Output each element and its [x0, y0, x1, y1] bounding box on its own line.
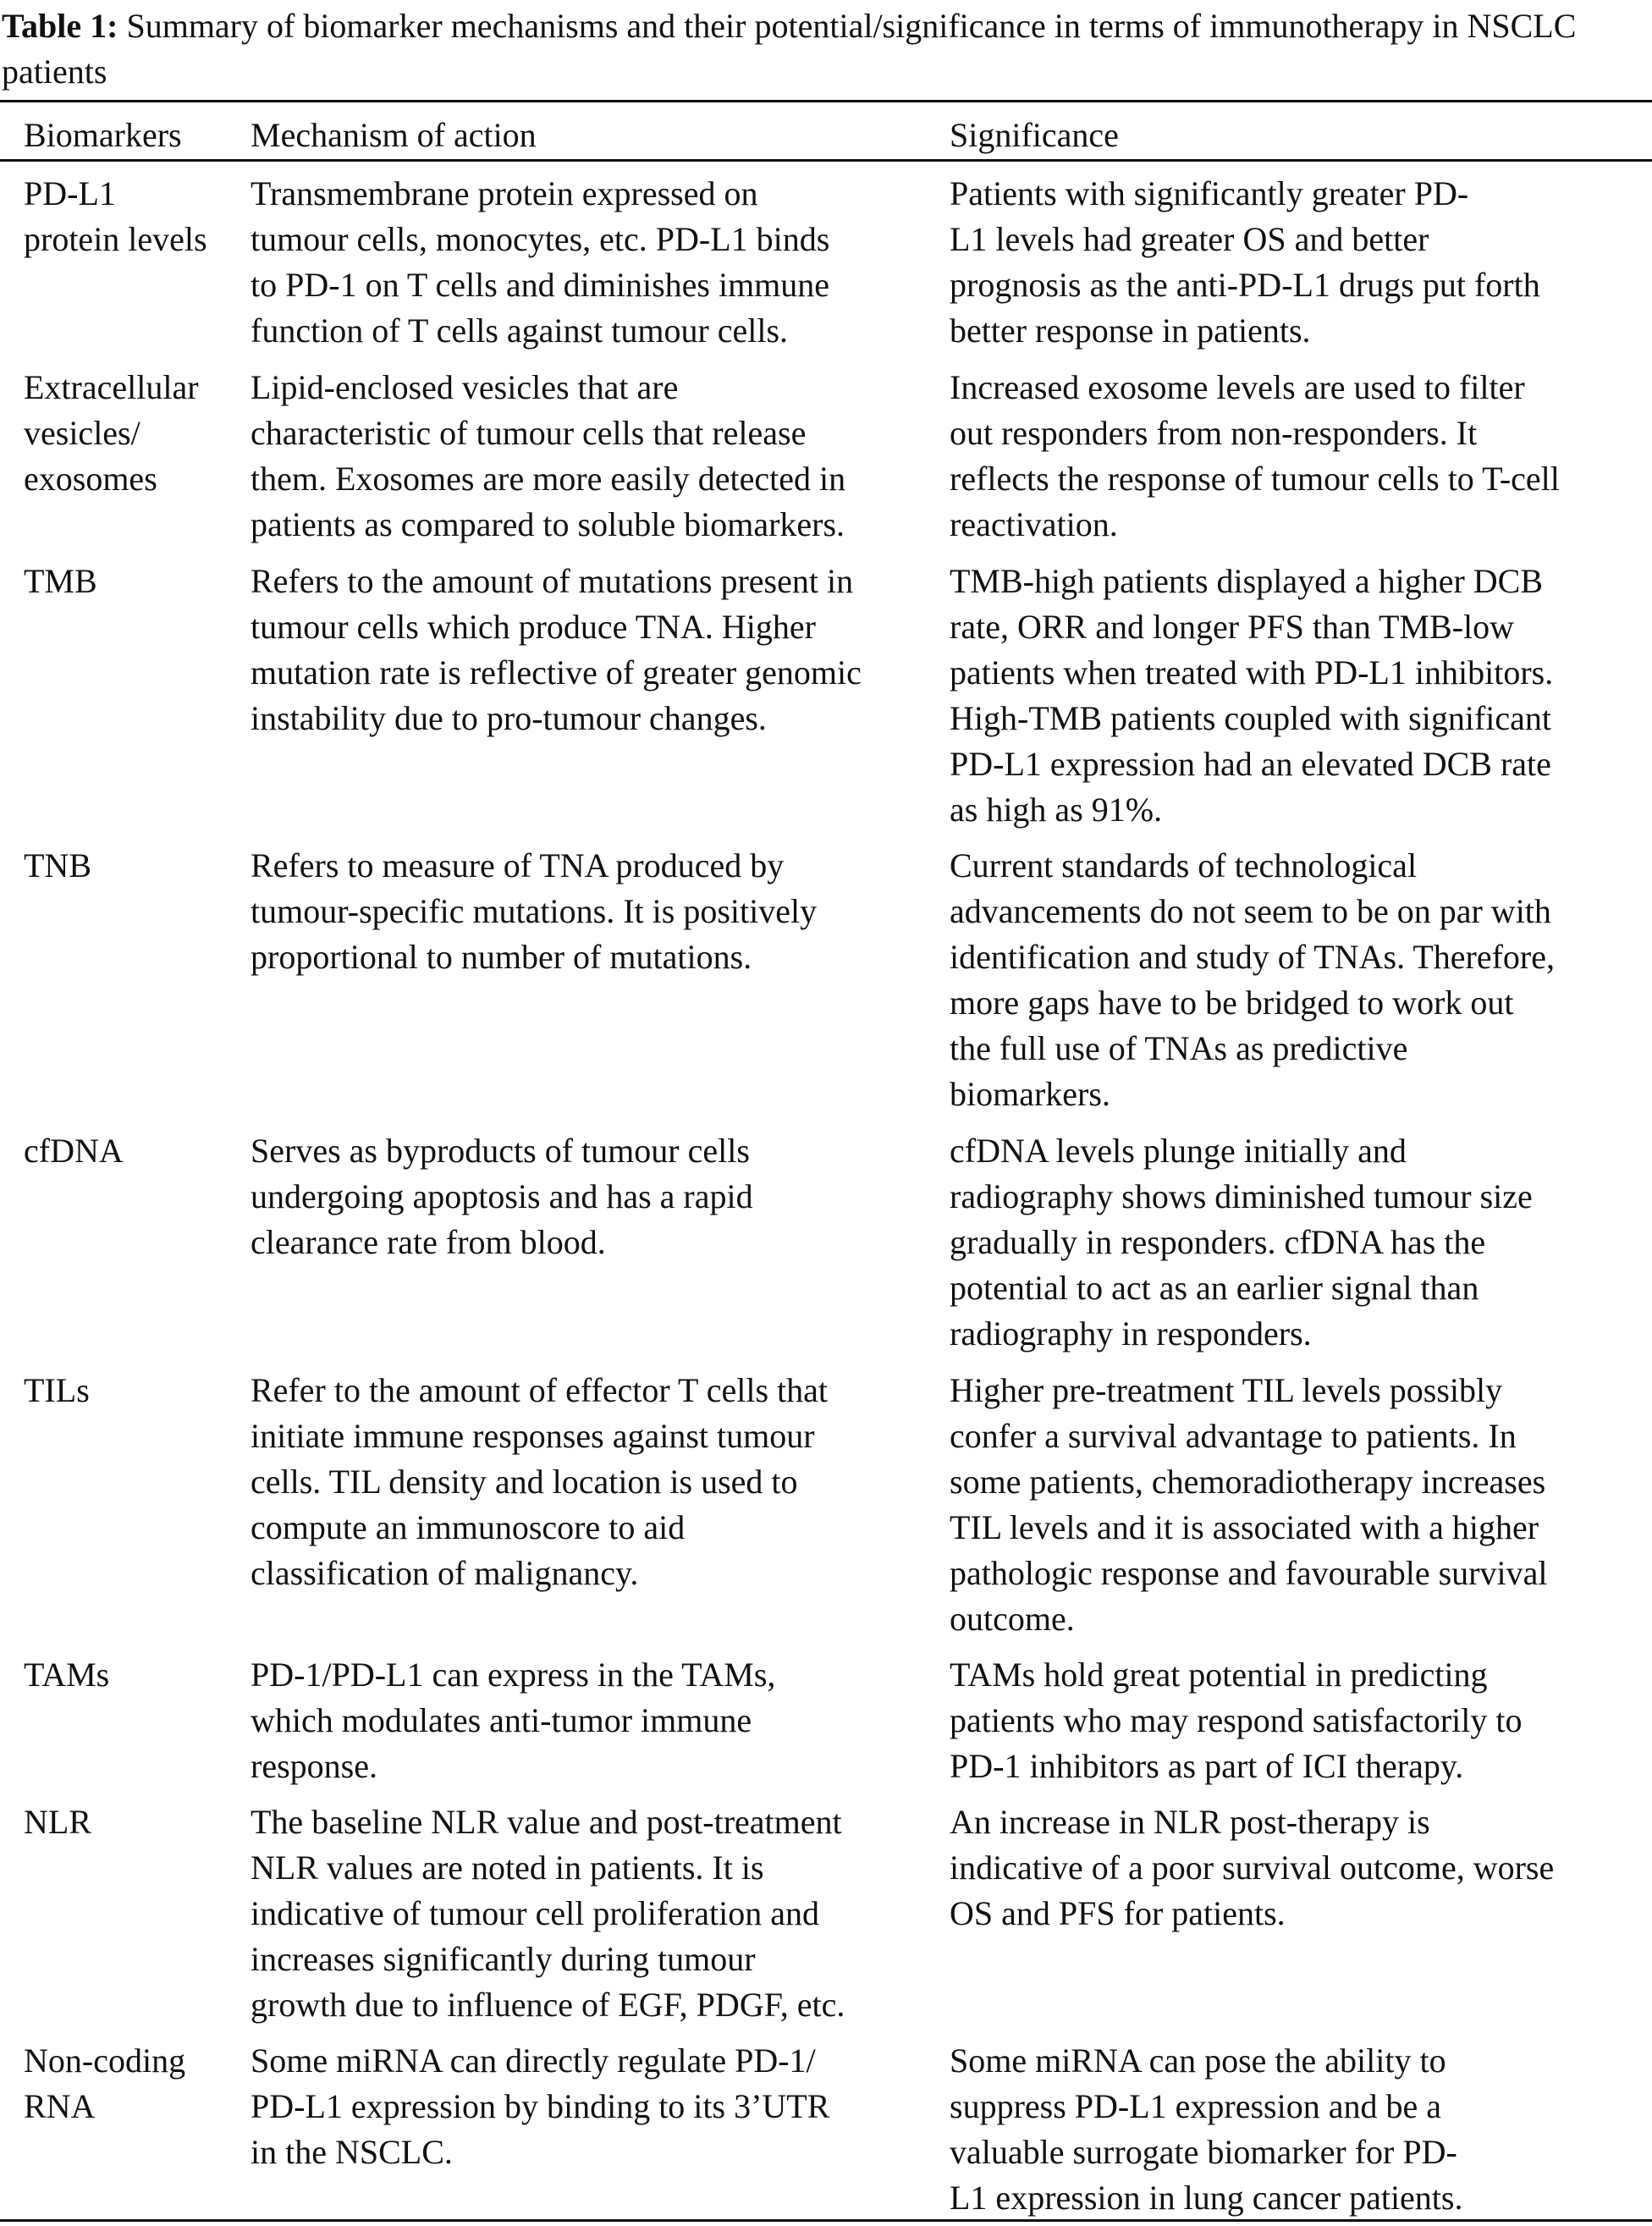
table-caption	[2, 3, 1649, 95]
row-significance: Patients with significantly greater PD- L1 levels had greater OS and better prognosis as the anti-PD-L1 drugs put forth better response in patients.	[950, 174, 1540, 350]
caption-label: Table 1:	[2, 7, 118, 45]
row-biomarker: TILs	[24, 1371, 90, 1409]
row-biomarker: TNB	[24, 846, 91, 884]
row-biomarker: TMB	[24, 562, 97, 600]
row-significance: cfDNA levels plunge initially and radiography shows diminished tumour size gradually in responders. cfDNA has the potential to act as an earlier signal than radiography in responders.	[950, 1132, 1533, 1353]
row-significance: Higher pre-treatment TIL levels possibly confer a survival advantage to patients. In some patients, chemoradiotherapy increases TIL levels and it is associated with a higher pathologic response and favourable survival outcome.	[950, 1371, 1548, 1638]
row-mechanism: Transmembrane protein expressed on tumour cells, monocytes, etc. PD-L1 binds to PD-1 on T cells and diminishes immune function of T cells against tumour cells.	[251, 174, 830, 350]
row-significance: TAMs hold great potential in predicting patients who may respond satisfactorily to PD-1 inhibitors as part of ICI therapy.	[950, 1656, 1523, 1785]
row-biomarker: Non-coding RNA	[24, 2041, 186, 2125]
row-mechanism: Refer to the amount of effector T cells that initiate immune responses against tumour cells. TIL density and location is used to compute an immunoscore to aid classification of malignancy.	[251, 1371, 828, 1592]
header-biomarkers: Biomarkers	[24, 116, 182, 154]
row-significance: Some miRNA can pose the ability to suppress PD-L1 expression and be a valuable surrogate biomarker for PD- L1 expression in lung cancer patients.	[950, 2041, 1463, 2217]
row-mechanism: Refers to measure of TNA produced by tumour-specific mutations. It is positively proportional to number of mutations.	[251, 846, 818, 976]
row-mechanism: Serves as byproducts of tumour cells undergoing apoptosis and has a rapid clearance rate from blood.	[251, 1132, 753, 1261]
row-biomarker: cfDNA	[24, 1132, 124, 1170]
row-biomarker: NLR	[24, 1803, 91, 1841]
caption-text: Summary of biomarker mechanisms and their potential/significance in terms of immunotherapy in NSCLC patients	[2, 7, 1577, 91]
row-mechanism: Refers to the amount of mutations present in tumour cells which produce TNA. Higher mutation rate is reflective of greater genomic instability due to pro-tumour changes.	[251, 562, 862, 737]
row-mechanism: PD-1/PD-L1 can express in the TAMs, which modulates anti-tumor immune response.	[251, 1656, 776, 1785]
header-significance: Significance	[950, 116, 1119, 154]
row-mechanism: Lipid-enclosed vesicles that are characteristic of tumour cells that release them. Exosomes are more easily detected in patients as compared to soluble biomarkers.	[251, 368, 846, 543]
row-biomarker: Extracellular vesicles/ exosomes	[24, 368, 199, 498]
row-biomarker: PD-L1 protein levels	[24, 174, 207, 258]
row-mechanism: The baseline NLR value and post-treatment NLR values are noted in patients. It is indicative of tumour cell proliferation and increases significantly during tumour growth due to influence of EGF, PDGF, etc.	[251, 1803, 845, 2024]
row-significance: Current standards of technological advancements do not seem to be on par with identification and study of TNAs. Therefore, more gaps have to be bridged to work out the full use of TNAs as predictive biomarkers.	[950, 846, 1555, 1113]
row-significance: TMB-high patients displayed a higher DCB rate, ORR and longer PFS than TMB-low patients when treated with PD-L1 inhibitors. High-TMB patients coupled with significant PD-L1 expression had an elevated DCB rate as high as 91%.	[950, 562, 1554, 829]
bottom-rule	[0, 2219, 1652, 2222]
row-significance: An increase in NLR post-therapy is indicative of a poor survival outcome, worse OS and PFS for patients.	[950, 1803, 1555, 1932]
row-mechanism: Some miRNA can directly regulate PD-1/ PD-L1 expression by binding to its 3’UTR in the NSCLC.	[251, 2041, 830, 2171]
header-mechanism: Mechanism of action	[251, 116, 537, 154]
row-significance: Increased exosome levels are used to filter out responders from non-responders. It reflects the response of tumour cells to T-cell reactivation.	[950, 368, 1560, 543]
row-biomarker: TAMs	[24, 1656, 110, 1694]
header-rule	[0, 159, 1652, 162]
top-rule	[0, 100, 1652, 102]
